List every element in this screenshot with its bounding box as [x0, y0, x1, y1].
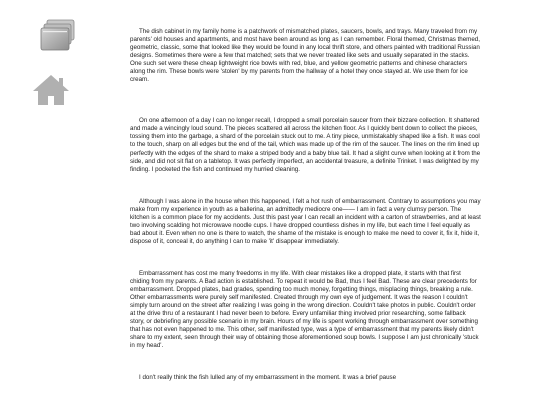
home-icon[interactable]	[31, 73, 71, 107]
folder-stack-icon[interactable]	[38, 18, 78, 54]
paragraph: The dish cabinet in my family home is a patchwork of mismatched plates, saucers, bowls, and trays. Many traveled from my parents' old houses and apartments, and most have been around as long as I can remember. Floral themed, Christmas themed, geometric, classic, some that looked like they would be found in any local thrift store, and others painted with traditional Russian designs. Sometimes there were a few that matched; sets that we never treated like sets and usually separated in the stacks. One such set were these cheap lightweight rice bowls with red, blue, and yellow geometric patterns and chinese characters along the rim. These bowls were 'stolen' by my parents from the hallway of a hotel they once stayed at. We use them for ice cream.	[130, 28, 480, 84]
paragraph: Embarrassment has cost me many freedoms in my life. With clear mistakes like a dropped plate, it starts with that first chiding from my parents. A Bad action is established. To repeat it would be Bad, thus I feel Bad. These are clear precedents for embarrassment. Dropped plates, bad grades, spending too much money, forgetting things, misplacing things, breaking a rule. Other embarrassments were purely self manifested. Created through my own eye of judgement. It was the reason I couldn't simply turn around on the street after realizing I was going in the wrong direction. Couldn't take photos in public. Couldn't order at the drive thru of a restaurant I had never been to before. Every unfamiliar thing involved prior researching, some fallback story, or debriefing any possible scenario in my brain. Hours of my life is spent working through embarrassment over something that has not even happened to me. This other, self manifested type, was a type of embarrassment that my parents likely didn't share to my extent, seen through their way of obtaining those aforementioned soup bowls. I suppose I am just chronically 'stuck in my head'.	[130, 269, 479, 350]
article-body	[130, 28, 482, 406]
paragraph: Although I was alone in the house when this happened, I felt a hot rush of embarrassment. Contrary to assumptions you may make from my experience in youth as a ballerina, an admittedly mediocre one—— I am in fact a very clumsy person. The kitchen is a common place for my accidents. Just this past year I can recall an incident with a carton of strawberries, and at least two involving scalding hot microwave noodle cups. I have dropped countless dishes in my life, but each time I feel equally as bad about it. Even when no one is there to watch, the shame of the mistake is enough to make me need to cover it, fix it, hide it, dispose of it, conceal it, do anything I can to make 'it' disappear immediately.	[130, 197, 481, 245]
paragraph: I don't really think the fish lulled any of my embarrassment in the moment. It was a brief pause	[139, 374, 397, 382]
paragraph: On one afternoon of a day I can no longer recall, I dropped a small porcelain saucer from their bizzare collection. It shattered and made a wincingly loud sound. The pieces scattered all across the kitchen floor. As I quickly bent down to collect the pieces, tossing them into the garbage, a shard of the porcelain stuck out to me. A tiny piece, unmistakably shaped like a fish. It was cool to the touch, sharp on all edges but the end of the tail, which was made up of the rim of the saucer. The lines on the rim lined up perfectly with the edges of the shard to make a striped body and a baby blue tail. It had a slight curve when looking at it from the side, and did not sit flat on a tabletop. It was perfectly imperfect, an accidental treasure, a definite Trinket. I was delighted by my finding. I pocketed the fish and continued my hurried cleaning.	[130, 117, 481, 173]
